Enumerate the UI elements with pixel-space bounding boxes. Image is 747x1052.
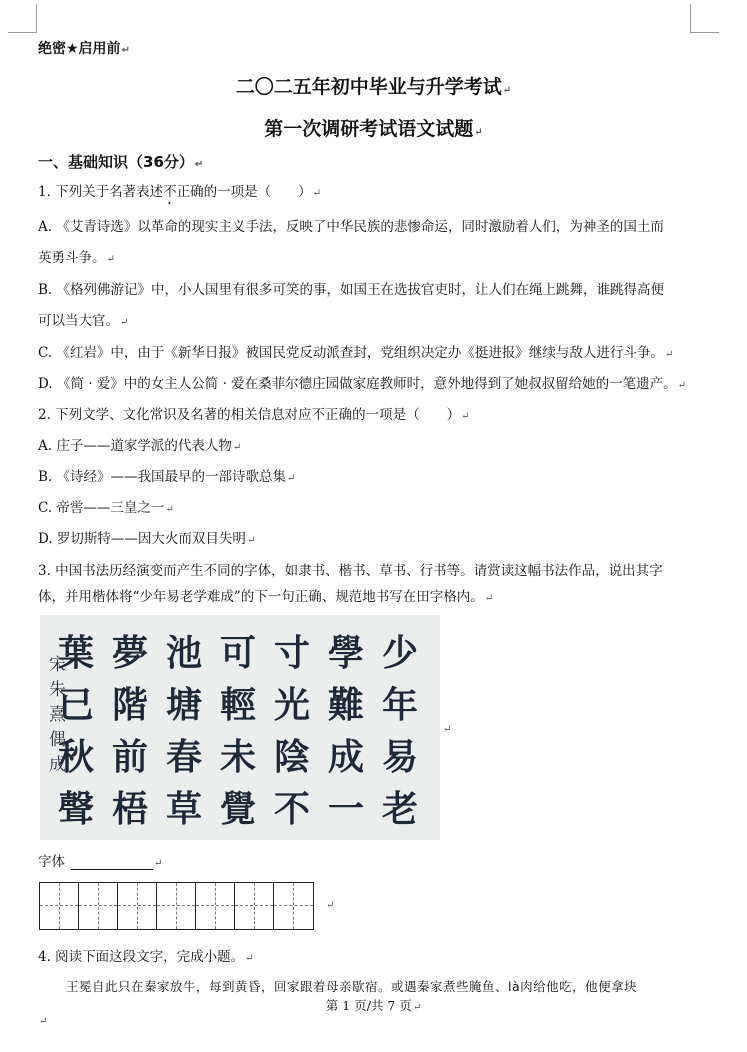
- tianzige-cell[interactable]: [79, 883, 118, 929]
- calligraphy-char: 夢: [112, 632, 149, 674]
- calligraphy-char: 已: [58, 684, 95, 726]
- font-answer-blank[interactable]: [71, 855, 153, 870]
- q2-stem: 2. 下列文学、文化常识及名著的相关信息对应不正确的一项是（ ）↵: [38, 407, 470, 423]
- calligraphy-char: 覺: [220, 788, 257, 830]
- page-footer: 第 1 页/共 7 页↵: [325, 998, 422, 1013]
- q1-option-d: D. 《简 · 爱》中的女主人公简 · 爱在桑菲尔德庄园做家庭教师时，意外地得到了她叔叔留给她的一笔遗产。↵: [38, 376, 687, 392]
- q2-option-a: A. 庄子——道家学派的代表人物↵: [38, 438, 242, 454]
- calligraphy-char: 可: [220, 632, 257, 674]
- calligraphy-char: 易: [382, 736, 419, 778]
- calligraphy-char: 梧: [112, 788, 149, 830]
- q4-passage: 王冕自此只在秦家放牛，每到黄昏，回家跟着母亲歇宿。或遇秦家煮些腌鱼、là肉给他吃，他便拿块: [66, 979, 638, 994]
- tianzige-cell[interactable]: [40, 883, 79, 929]
- calligraphy-char: 輕: [220, 684, 257, 726]
- calligraphy-char: 一: [328, 788, 365, 830]
- tianzige-cell[interactable]: [157, 883, 196, 929]
- q1-option-a: A. 《艾青诗选》以革命的现实主义手法，反映了中华民族的悲惨命运，同时激励着人们，为神圣的国土而: [38, 219, 664, 235]
- exam-title: 二〇二五年初中毕业与升学考试↵: [235, 76, 512, 98]
- calligraphy-char: 難: [328, 684, 365, 726]
- q1-stem: 1. 下列关于名著表述不正确的一项是（ ）↵: [38, 184, 322, 200]
- q4-stem: 4. 阅读下面这段文字，完成小题。↵: [38, 949, 254, 965]
- q1-option-a-cont: 英勇斗争。↵: [38, 250, 115, 266]
- paragraph-mark: ↵: [443, 724, 452, 735]
- q1-option-c: C. 《红岩》中，由于《新华日报》被国民党反动派查封，党组织决定办《挺进报》继续与敌人进行斗争。↵: [38, 345, 674, 361]
- q2-option-d: D. 罗切斯特——因大火而双目失明↵: [38, 531, 256, 547]
- paragraph-mark: ↵: [39, 1016, 48, 1027]
- tianzige-grid[interactable]: [39, 882, 314, 930]
- q1-option-b-cont: 可以当大官。↵: [38, 313, 129, 329]
- calligraphy-char: 少: [382, 632, 419, 674]
- calligraphy-char: 學: [328, 632, 365, 674]
- q3-stem: 3. 中国书法历经演变而产生不同的字体，如隶书、楷书、草书、行书等。请赏读这幅书法作品，说出其字: [38, 563, 663, 579]
- calligraphy-char: 未: [220, 736, 257, 778]
- calligraphy-char: 草: [166, 788, 203, 830]
- calligraphy-char: 塘: [166, 684, 203, 726]
- calligraphy-char: 秋: [58, 736, 95, 778]
- calligraphy-char: 寸: [274, 632, 311, 674]
- tianzige-cell[interactable]: [274, 883, 313, 929]
- tianzige-cell[interactable]: [235, 883, 274, 929]
- calligraphy-char: 老: [382, 788, 419, 830]
- exam-subtitle: 第一次调研考试语文试题↵: [264, 118, 483, 140]
- calligraphy-char: 陰: [274, 736, 311, 778]
- calligraphy-char: 年: [382, 684, 419, 726]
- q2-option-c: C. 帝喾——三皇之一↵: [38, 500, 174, 516]
- q3-stem-cont: 体，并用楷体将“少年易老学难成”的下一句正确、规范地书写在田字格内。↵: [38, 589, 494, 605]
- top-secret-label: 绝密★启用前↵: [38, 41, 130, 57]
- calligraphy-char: 前: [112, 736, 149, 778]
- calligraphy-char: 不: [274, 788, 311, 830]
- section-heading: 一、基础知识（36分）↵: [38, 153, 204, 171]
- calligraphy-char: 池: [166, 632, 203, 674]
- crop-mark-top-right: [690, 4, 719, 33]
- calligraphy-image: [40, 615, 440, 840]
- calligraphy-char: 春: [166, 736, 203, 778]
- q2-option-b: B. 《诗经》——我国最早的一部诗歌总集↵: [38, 469, 296, 485]
- font-answer-line: 字体 ↵: [38, 854, 163, 870]
- calligraphy-char: 聲: [58, 788, 95, 830]
- crop-mark-top-left: [8, 4, 37, 33]
- calligraphy-char: 階: [112, 684, 149, 726]
- tianzige-cell[interactable]: [118, 883, 157, 929]
- q1-option-b: B. 《格列佛游记》中，小人国里有很多可笑的事，如国王在选拔官吏时，让人们在绳上跳舞，谁跳得高便: [38, 282, 665, 298]
- tianzige-cell[interactable]: [196, 883, 235, 929]
- calligraphy-attribution: 宋朱熹偶成: [45, 655, 65, 780]
- calligraphy-char: 成: [328, 736, 365, 778]
- paragraph-mark: ↵: [326, 900, 335, 911]
- calligraphy-char: 葉: [58, 632, 95, 674]
- calligraphy-char: 光: [274, 684, 311, 726]
